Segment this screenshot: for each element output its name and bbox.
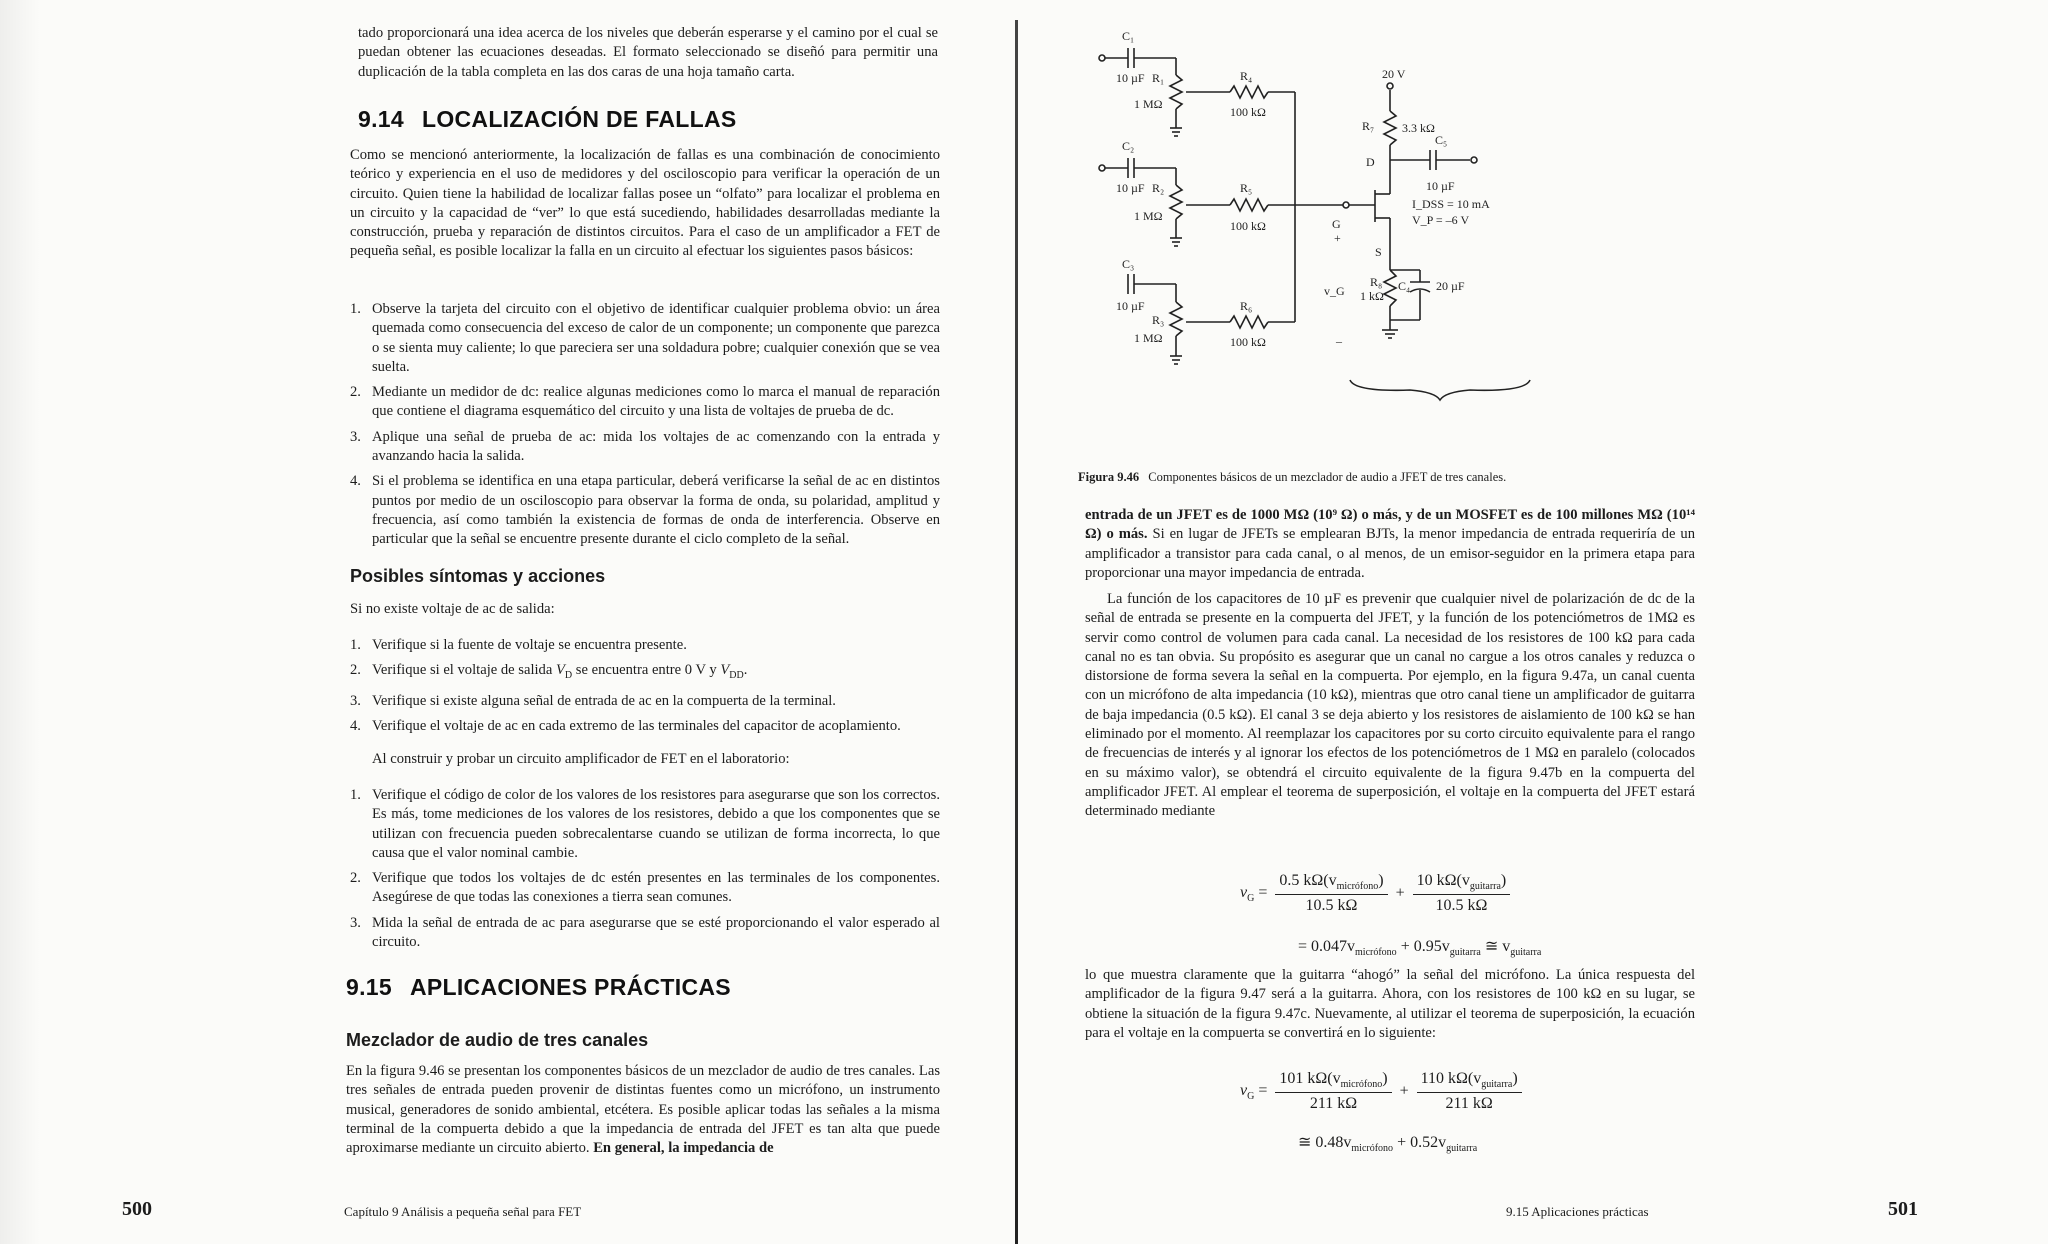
c5-value: 10 µF: [1426, 179, 1455, 193]
list-text: .: [743, 662, 748, 679]
section-9-15-heading: [346, 974, 731, 1001]
eq1-fraction-2: $\frac{10 k\Omega(v_{guitarra})}{10.5 k\Omega}$: [1413, 872, 1511, 915]
list-text: Si el problema se identifica en una etapa particular, deberá verificarse la señal de ac en distintos puntos por medio de un osciloscopio para observar la forma de onda, su polaridad, amplitud y frecuencia, así como también la existencia de formas de onda de interferencia. Observe en particular que la señal se encuentre presente durante el ciclo completo de la señal.: [372, 473, 940, 548]
list-text: Verifique el voltaje de ac en cada extremo de las terminales del capacitor de acoplamiento.: [372, 717, 901, 734]
mixer-paragraph: [346, 1062, 940, 1158]
troubleshoot-step-3: [350, 428, 940, 467]
eq1-lhs: $v_G$ =: [1240, 884, 1268, 905]
eq2-lhs: $v_G$ =: [1240, 1082, 1268, 1103]
equation-result-1: = $0.047v_{micrófono} + 0.95v_{guitarra}$ ≅ $v_{guitarra}$: [1298, 938, 1542, 959]
r6-value: 100 kΩ: [1230, 335, 1266, 349]
r7-label: R₇: [1362, 119, 1375, 133]
list-number: 4.: [350, 717, 361, 734]
lab-check-3: [350, 914, 940, 953]
impedance-paragraph: [1085, 506, 1695, 583]
symptom-check-3: [350, 692, 940, 711]
minus-sign: –: [1336, 334, 1342, 348]
r8-value: 1 kΩ: [1360, 289, 1384, 303]
voltage-symbol: D: [564, 670, 573, 682]
list-number: 1.: [350, 787, 361, 803]
r3-label: R₃: [1152, 313, 1165, 327]
equation-result-2: ≅ $0.48v_{micrófono} + 0.52v_{guitarra}$: [1298, 1134, 1478, 1155]
gate-label: G: [1332, 217, 1341, 231]
vp-label: V_P = –6 V: [1412, 213, 1470, 227]
lab-intro-text: Al construir y probar un circuito amplificador de FET en el laboratorio:: [372, 751, 790, 767]
r4-label: R₄: [1240, 69, 1253, 83]
list-text: Verifique si el voltaje de salida: [372, 662, 556, 679]
plus-sign: +: [1334, 231, 1341, 245]
section-title: APLICACIONES PRÁCTICAS: [409, 974, 731, 1000]
impedance-rest-text: Si en lugar de JFETs se emplearan BJTs, la menor impedancia de entrada requeriría de un amplificador a transistor para cada canal, o al menos, de un emisor-seguidor en la primera etapa para proporcionar una mayor impedancia de entrada.: [1085, 526, 1695, 581]
section-number: 9.14: [358, 106, 404, 132]
r7-value: 3.3 kΩ: [1402, 121, 1435, 135]
eq2-fraction-1: $\frac{101 k\Omega(v_{micrófono})}{211 k\Omega}$: [1275, 1070, 1391, 1113]
voltage-symbol: V: [555, 662, 565, 679]
r6-label: R₆: [1240, 299, 1253, 313]
c1-label: C₁: [1122, 29, 1135, 43]
book-gutter: [1015, 20, 1018, 1244]
lab-check-2: [350, 869, 940, 908]
list-text: Mediante un medidor de dc: realice algunas mediciones como lo marca el manual de reparación que contiene el diagrama esquemático del circuito y una lista de voltajes de prueba de dc.: [372, 384, 940, 420]
idss-label: I_DSS = 10 mA: [1412, 197, 1490, 211]
page-number-left: 500: [122, 1198, 152, 1220]
impedance-bold-text: entrada de un JFET es de 1000 MΩ (10⁹ Ω) o más, y de un MOSFET es de 100 millones MΩ (10¹⁴ Ω) o más.: [1085, 507, 1695, 543]
voltage-symbol: V: [720, 662, 730, 679]
source-label: S: [1375, 245, 1382, 259]
figure-caption-text: Componentes básicos de un mezclador de audio a JFET de tres canales.: [1148, 470, 1507, 484]
capacitor-function-paragraph: La función de los capacitores de 10 µF es prevenir que cualquier nivel de polarización de dc de la señal de entrada se presente en la compuerta del JFET, y la función de los potenciómetros de 1MΩ es servir como control de volumen para cada canal. La necesidad de los resistores de 100 kΩ para cada canal no es tan obvia. Su propósito es asegurar que un canal no cargue a los otros canales y reduzca o distorsione de forma severa la señal en la compuerta. Por ejemplo, en la figura 9.47a, un canal cuenta con un micrófono de alta impedancia (10 kΩ), mientras que otro canal tiene un amplificador de guitarra de baja impedancia (0.5 kΩ). El canal 3 se deja abierto y los resistores de aislamiento de 100 kΩ se han eliminado por el momento. Al reemplazar los capacitores por su corto circuito equivalente para el rango de frecuencias de interés y al ignorar los efectos de los potenciómetros de 1 MΩ en paralelo (colocados en su máximo valor), se obtendrá el circuito equivalente de la figura 9.47b en la compuerta del amplificador JFET. Al emplear el teorema de superposición, el voltaje en la compuerta del JFET estará determinado mediante: [1085, 591, 1695, 820]
list-number: 2.: [350, 662, 361, 679]
no-voltage-text: Si no existe voltaje de ac de salida:: [350, 601, 555, 617]
r1-label: R₁: [1152, 71, 1165, 85]
running-head-right: 9.15 Aplicaciones prácticas: [1506, 1204, 1649, 1219]
symptom-check-2: [350, 661, 940, 685]
r5-label: R₅: [1240, 181, 1253, 195]
guitarra-paragraph: lo que muestra claramente que la guitarra “ahogó” la señal del micrófono. La única respuesta del amplificador de la figura 9.47 será a la guitarra. Ahora, con los resistores de 100 kΩ en su lugar, se obtiene la situación de la figura 9.47c. Nuevamente, al utilizar el teorema de superposición, la ecuación para el voltaje en la compuerta se convertirá en lo siguiente:: [1085, 967, 1695, 1041]
pot3-value: 1 MΩ: [1134, 331, 1163, 345]
symptom-check-1: [350, 636, 940, 655]
list-text: Verifique si existe alguna señal de entrada de ac en la compuerta de la terminal.: [372, 692, 836, 709]
section-9-14-heading: [358, 106, 737, 133]
page-edge-shadow: [0, 0, 40, 1244]
r5-value: 100 kΩ: [1230, 219, 1266, 233]
c2-label: C₂: [1122, 139, 1135, 153]
eq1-fraction-1: $\frac{0.5 k\Omega(v_{micrófono})}{10.5 k\Omega}$: [1275, 872, 1387, 915]
list-text: se encuentra entre 0 V y: [572, 662, 721, 679]
list-number: 3.: [350, 692, 361, 709]
c4-label: C₄: [1398, 279, 1411, 293]
symptom-check-4: [350, 717, 940, 736]
c4-value: 20 µF: [1436, 279, 1465, 293]
lab-check-1: [350, 786, 940, 863]
right-page: [1075, 0, 1695, 1244]
r4-value: 100 kΩ: [1230, 105, 1266, 119]
pot1-value: 1 MΩ: [1134, 97, 1163, 111]
list-number: 4.: [350, 473, 361, 490]
c5-label: C₅: [1435, 133, 1448, 147]
list-number: 1.: [350, 301, 361, 317]
list-number: 1.: [350, 637, 361, 653]
eq2-fraction-2: $\frac{110 k\Omega(v_{guitarra})}{211 k\Omega}$: [1417, 1070, 1522, 1113]
list-number: 2.: [350, 870, 361, 887]
list-text: Aplique una señal de prueba de ac: mida los voltajes de ac comenzando con la entrada y avanzando hacia la salida.: [372, 428, 940, 465]
equation-superposition-1: $v_G$ = $\frac{0.5 k\Omega(v_{micrófono})}{10.5 k\Omega}$ + $\frac{10 k\Omega(v_{guitarra})}{10.5 k\Omega}$: [1240, 872, 1514, 915]
list-text: Verifique el código de color de los valores de los resistores para asegurarse que son los correctos. Es más, tome mediciones de los valores de los resistores, debido a que los componentes que se utilizan con frecuencia pueden sobrecalentarse cuando se utilizan de forma incorrecta, lo que causa que el valor nominal cambie.: [372, 787, 940, 861]
page-number-right: 501: [1888, 1198, 1918, 1220]
vg-label: v_G: [1324, 284, 1345, 298]
list-number: 3.: [350, 914, 361, 931]
equation-superposition-2: $v_G$ = $\frac{101 k\Omega(v_{micrófono})}{211 k\Omega}$ + $\frac{110 k\Omega(v_{guitarra})}{211 k\Omega}$: [1240, 1070, 1526, 1113]
c2-value: 10 µF: [1116, 181, 1145, 195]
troubleshoot-paragraph: Como se mencionó anteriormente, la localización de fallas es una combinación de conocimiento teórico y experiencia en el uso de medidores y del osciloscopio para verificar la operación de un circuito. Quien tiene la habilidad de localizar fallas posee un “olfato” para localizar el problema en un circuito y la capacidad de “ver” lo que está sucediendo, habilidades desarrolladas mediante la construcción, prueba y reparación de distintos circuitos. Para el caso de un amplificador a FET de pequeña señal, es posible localizar la falla en un circuito al efectuar los siguientes pasos básicos:: [350, 147, 940, 260]
list-number: 3.: [350, 428, 361, 445]
troubleshoot-step-4: [350, 472, 940, 549]
symptom-checks-list: [350, 636, 940, 742]
r2-label: R₂: [1152, 181, 1165, 195]
list-number: 2.: [350, 384, 361, 401]
lab-checks-list: [350, 786, 940, 958]
mixer-paragraph-bold: En general, la impedancia de: [593, 1140, 774, 1157]
c1-value: 10 µF: [1116, 71, 1145, 85]
troubleshoot-step-2: [350, 383, 940, 422]
list-text: Verifique si la fuente de voltaje se encuentra presente.: [372, 637, 687, 653]
running-head-left: Capítulo 9 Análisis a pequeña señal para FET: [344, 1204, 582, 1219]
intro-text: tado proporcionará una idea acerca de los niveles que deberán esperarse y el camino por el cual se puedan obtener las ecuaciones deseadas. El formato seleccionado se diseñó para permitir una duplicación de la tabla completa en las dos caras de una hoja tamaño carta.: [358, 25, 938, 80]
troubleshoot-steps-list: [350, 300, 940, 556]
figure-label: Figura 9.46: [1078, 470, 1140, 484]
list-text: Verifique que todos los voltajes de dc estén presentes en las terminales de los componentes. Asegúrese de que todas las conexiones a tierra sean comunes.: [372, 870, 940, 906]
section-title: LOCALIZACIÓN DE FALLAS: [421, 106, 737, 132]
pot2-value: 1 MΩ: [1134, 209, 1163, 223]
r8-label: R₈: [1370, 275, 1383, 289]
left-page: [340, 0, 950, 1244]
c3-label: C₃: [1122, 257, 1135, 271]
list-text: Mida la señal de entrada de ac para asegurarse que se esté proporcionando el valor esperado al circuito.: [372, 914, 940, 951]
c3-value: 10 µF: [1116, 299, 1145, 313]
symptoms-heading: Posibles síntomas y acciones: [350, 566, 606, 586]
list-text: Observe la tarjeta del circuito con el objetivo de identificar cualquier problema obvio: un área quemada como consecuencia del exceso de calor de un componente; un componente que parezca o se sienta muy caliente; lo que pareciera ser una soldadura pobre; cualquier conexión que se vea suelta.: [372, 301, 940, 375]
vdd-label: 20 V: [1382, 67, 1406, 81]
mixer-paragraph-text: En la figura 9.46 se presentan los componentes básicos de un mezclador de audio de tres canales. Las tres señales de entrada pueden provenir de distintas fuentes como un micrófono, un instrumento musical, generadores de sonido ambiental, etcétera. Es posible aplicar todas las señales a la misma terminal de la compuerta debido a que la impedancia de entrada del JFET es tan alta que puede aproximarse mediante un circuito abierto.: [346, 1063, 940, 1157]
voltage-symbol: DD: [729, 670, 744, 682]
section-number: 9.15: [346, 974, 392, 1000]
mixer-heading: Mezclador de audio de tres canales: [346, 1030, 649, 1050]
drain-label: D: [1366, 155, 1375, 169]
troubleshoot-step-1: [350, 300, 940, 377]
